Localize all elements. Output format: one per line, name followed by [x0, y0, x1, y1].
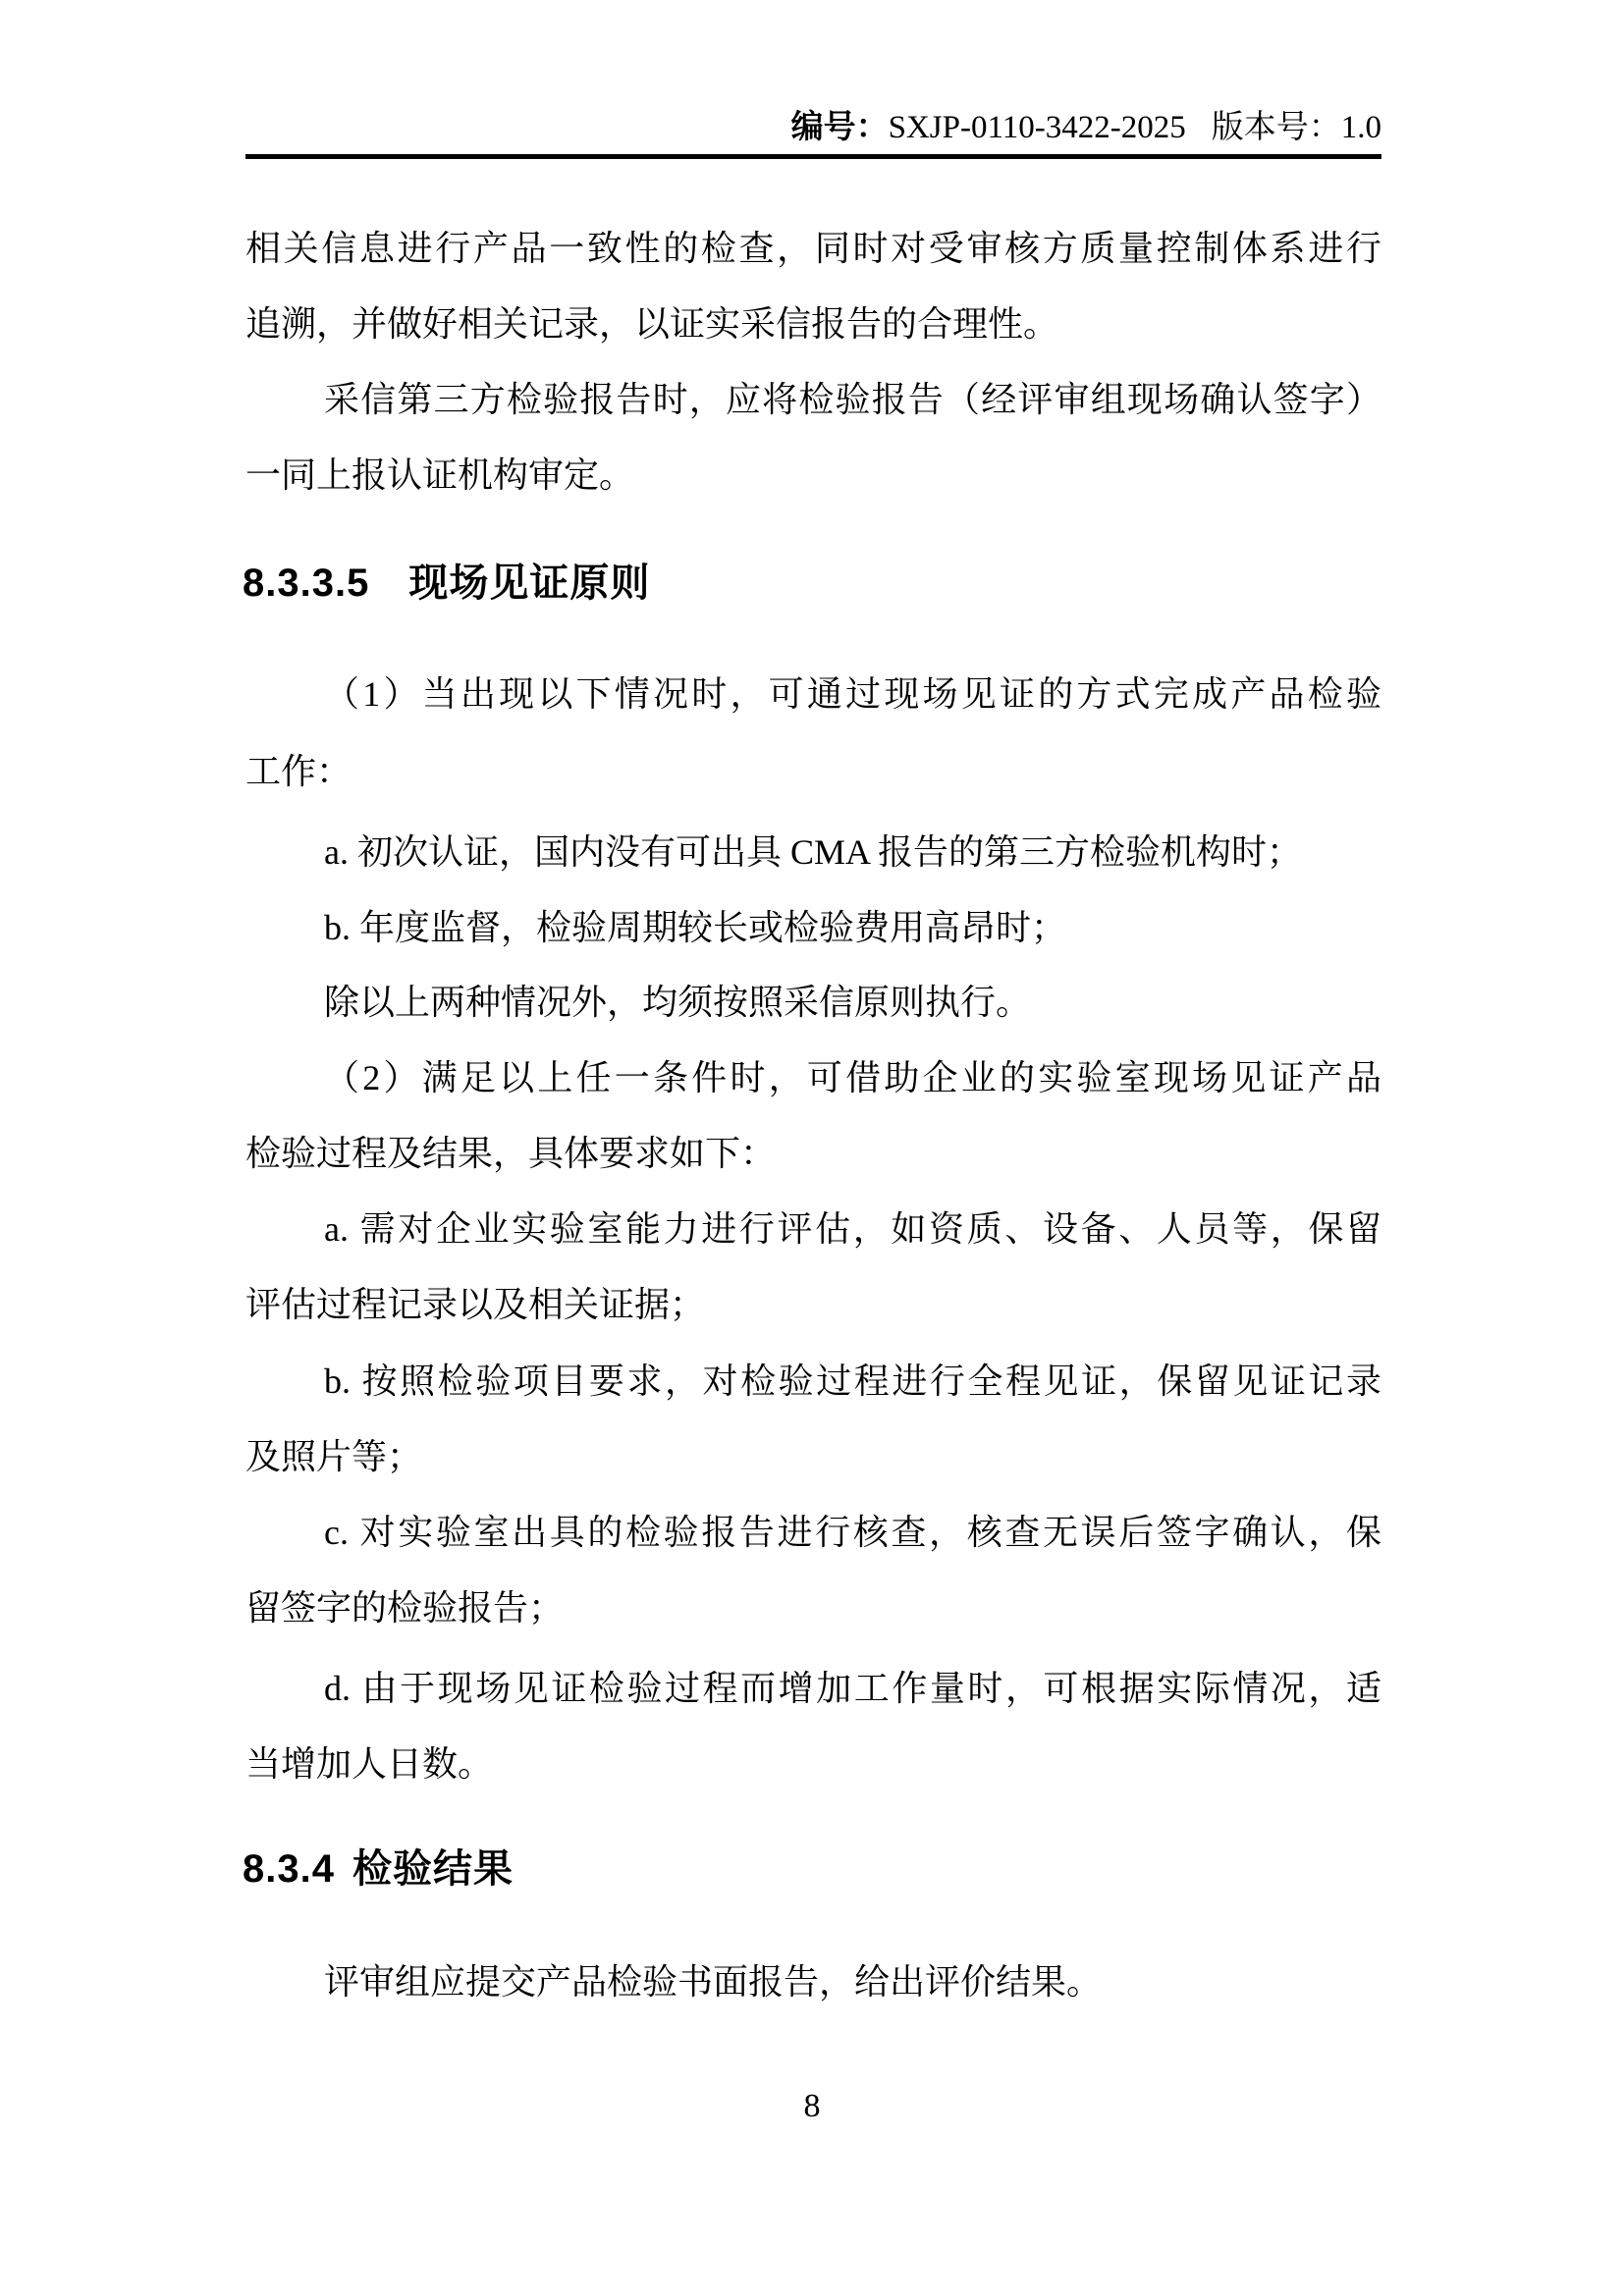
page-header	[589, 106, 1381, 148]
body-line: 及照片等；	[245, 1437, 423, 1476]
body-line: c. 对实验室出具的检验报告进行核查，核查无误后签字确认，保	[324, 1513, 1381, 1552]
body-line: 检验过程及结果，具体要求如下：	[245, 1134, 777, 1173]
page-number: 8	[803, 2088, 821, 2124]
body-line: a. 初次认证，国内没有可出具 CMA 报告的第三方检验机构时；	[324, 832, 1303, 872]
section-heading	[243, 1846, 514, 1892]
body-line: 当增加人日数。	[245, 1744, 494, 1784]
body-line: b. 年度监督，检验周期较长或检验费用高昂时；	[324, 908, 1067, 947]
body-line: 评审组应提交产品检验书面报告，给出评价结果。	[324, 1962, 1103, 2002]
body-line: 相关信息进行产品一致性的检查，同时对受审核方质量控制体系进行	[245, 229, 1381, 268]
section-title: 检验结果	[352, 1847, 514, 1891]
section-heading	[243, 561, 650, 606]
body-line: 留签字的检验报告；	[245, 1588, 565, 1628]
body-line: 追溯，并做好相关记录，以证实采信报告的合理性。	[245, 304, 1059, 344]
section-number: 8.3.3.5	[243, 561, 370, 605]
body-line: 除以上两种情况外，均须按照采信原则执行。	[324, 983, 1032, 1022]
version-label: 版本号：	[1211, 110, 1341, 145]
body-line: 工作：	[245, 752, 352, 791]
version-value: 1.0	[1340, 110, 1381, 145]
body-line: 评估过程记录以及相关证据；	[245, 1285, 706, 1324]
section-title: 现场见证原则	[408, 561, 651, 605]
header-divider	[245, 154, 1381, 159]
body-line: 采信第三方检验报告时，应将检验报告（经评审组现场确认签字）	[324, 380, 1381, 419]
body-line: a. 需对企业实验室能力进行评估，如资质、设备、人员等，保留	[324, 1209, 1381, 1249]
body-line: 一同上报认证机构审定。	[245, 455, 635, 495]
body-line: （1）当出现以下情况时，可通过现场见证的方式完成产品检验	[324, 674, 1381, 714]
body-line: d. 由于现场见证检验过程而增加工作量时，可根据实际情况，适	[324, 1669, 1381, 1708]
section-number: 8.3.4	[243, 1847, 335, 1891]
doc-number-label: 编号：	[790, 108, 889, 144]
doc-number-value: SXJP-0110-3422-2025	[888, 110, 1186, 145]
body-line: （2）满足以上任一条件时，可借助企业的实验室现场见证产品	[324, 1058, 1381, 1097]
body-line: b. 按照检验项目要求，对检验过程进行全程见证，保留见证记录	[324, 1362, 1381, 1401]
